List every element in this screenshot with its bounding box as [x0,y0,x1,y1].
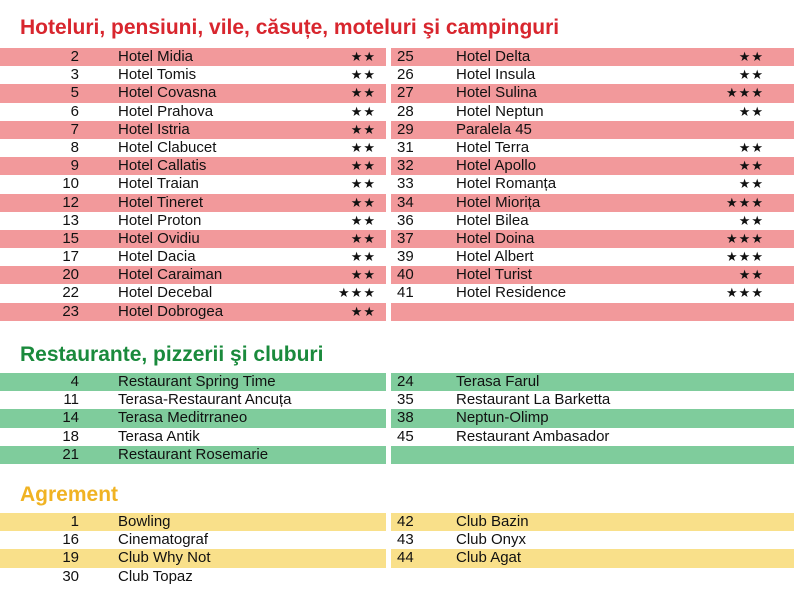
location-name: Terasa Farul [456,373,540,390]
location-number: 10 [62,175,79,193]
legend-row [0,568,386,586]
star-rating-icon: ★★★ [726,85,764,101]
location-number: 25 [397,48,414,65]
star-rating-icon: ★★ [738,267,764,283]
location-number: 19 [62,549,79,567]
legend-row [0,66,386,84]
legend-row [391,103,794,121]
location-number: 45 [397,427,414,445]
location-number: 37 [397,229,414,247]
legend-row [391,248,794,266]
location-name: Hotel Sulina [456,84,537,102]
legend-row [391,121,794,139]
location-name: Hotel Apollo [456,157,537,175]
location-name: Hotel Tomis [118,66,197,84]
location-name: Hotel Dobrogea [118,302,224,320]
location-name: Hotel Caraiman [118,266,223,284]
location-name: Neptun-Olimp [456,409,549,427]
legend-row [0,248,386,266]
legend-row [391,266,794,284]
location-name: Restaurant Rosemarie [118,445,269,463]
star-rating-icon: ★★★ [726,249,764,265]
location-number: 14 [62,409,79,427]
star-rating-icon: ★★★ [726,194,764,210]
star-rating-icon: ★★★ [338,285,376,301]
location-name: Hotel Bilea [456,211,529,229]
location-name: Hotel Midia [118,48,194,65]
location-name: Club Onyx [456,531,527,549]
star-rating-icon: ★★ [738,49,764,64]
location-name: Hotel Proton [118,211,202,229]
legend-row [0,266,386,284]
location-number: 2 [70,48,79,65]
location-number: 7 [70,120,79,138]
location-number: 28 [397,102,414,120]
location-number: 12 [62,193,79,211]
location-number: 35 [397,391,414,409]
location-number: 27 [397,84,414,102]
legend-row [0,409,386,427]
star-rating-icon: ★★ [738,176,764,192]
location-name: Restaurant La Barketta [456,391,611,409]
legend-row [391,139,794,157]
legend-row [0,48,386,66]
star-rating-icon: ★★ [738,212,764,228]
location-number: 20 [62,266,79,284]
location-number: 34 [397,193,414,211]
location-number: 6 [70,102,79,120]
location-name: Hotel Decebal [118,284,213,302]
star-rating-icon: ★★ [738,158,764,174]
legend-row [0,446,386,464]
location-number: 5 [70,84,79,102]
location-name: Hotel Terra [456,138,530,156]
legend-row [391,157,794,175]
location-number: 13 [62,211,79,229]
star-rating-icon: ★★ [350,267,376,283]
location-number: 21 [62,445,79,463]
location-number: 43 [397,531,414,549]
legend-row [0,194,386,212]
legend-row [0,549,386,567]
legend-row [391,284,794,302]
location-number: 26 [397,66,414,84]
location-name: Hotel Dacia [118,248,196,266]
location-name: Terasa-Restaurant Ancuța [118,391,292,409]
legend-row [0,303,386,321]
location-name: Hotel Tineret [118,193,204,211]
star-rating-icon: ★★ [350,67,376,83]
legend-row [391,428,794,446]
legend-row [0,157,386,175]
star-rating-icon: ★★ [350,49,376,64]
location-name: Hotel Ovidiu [118,229,200,247]
legend-row [391,84,794,102]
location-name: Restaurant Ambasador [456,427,610,445]
location-name: Hotel Callatis [118,157,207,175]
location-number: 15 [62,229,79,247]
location-number: 30 [62,567,79,585]
legend-row [391,513,794,531]
legend-row [391,194,794,212]
legend-row [0,284,386,302]
location-number: 4 [70,373,79,390]
location-name: Hotel Prahova [118,102,214,120]
location-number: 23 [62,302,79,320]
entertainment-left-column [0,513,386,586]
location-number: 36 [397,211,414,229]
legend-row [0,230,386,248]
star-rating-icon: ★★ [350,230,376,246]
star-rating-icon: ★★ [350,103,376,119]
legend-row [0,175,386,193]
legend-row [0,139,386,157]
location-name: Hotel Doina [456,229,535,247]
star-rating-icon: ★★ [350,303,376,319]
location-number: 22 [62,284,79,302]
legend-row [0,121,386,139]
location-number: 38 [397,409,414,427]
location-number: 39 [397,248,414,266]
location-name: Club Bazin [456,513,529,530]
location-name: Hotel Residence [456,284,567,302]
location-name: Terasa Meditrraneo [118,409,248,427]
legend-row [391,175,794,193]
location-name: Hotel Neptun [456,102,544,120]
location-number: 18 [62,427,79,445]
location-number: 32 [397,157,414,175]
location-number: 31 [397,138,414,156]
legend-row [0,373,386,391]
star-rating-icon: ★★★ [726,285,764,301]
location-name: Hotel Clabucet [118,138,217,156]
location-number: 24 [397,373,414,390]
location-name: Terasa Antik [118,427,200,445]
legend-row [0,428,386,446]
location-number: 29 [397,120,414,138]
legend-row [391,212,794,230]
location-name: Cinematograf [118,531,209,549]
location-name: Club Why Not [118,549,211,567]
legend-row [0,513,386,531]
location-number: 40 [397,266,414,284]
location-name: Hotel Insula [456,66,536,84]
legend-row [391,48,794,66]
legend-row [391,409,794,427]
location-number: 1 [70,513,79,530]
restaurants-left-column [0,373,386,464]
location-number: 33 [397,175,414,193]
legend-row [391,549,794,567]
legend-row [0,103,386,121]
legend-row [391,446,794,464]
legend-row [0,531,386,549]
restaurants-right-column [391,373,794,464]
location-number: 9 [70,157,79,175]
star-rating-icon: ★★ [350,249,376,265]
star-rating-icon: ★★ [738,67,764,83]
star-rating-icon: ★★ [350,212,376,228]
legend-row [391,391,794,409]
star-rating-icon: ★★ [350,158,376,174]
location-name: Restaurant Spring Time [118,373,276,390]
location-name: Club Agat [456,549,522,567]
star-rating-icon: ★★ [350,121,376,137]
legend-row [0,212,386,230]
star-rating-icon: ★★ [350,176,376,192]
location-name: Paralela 45 [456,120,532,138]
location-name: Hotel Istria [118,120,190,138]
star-rating-icon: ★★★ [726,230,764,246]
location-name: Hotel Covasna [118,84,217,102]
legend-row [391,303,794,321]
location-number: 41 [397,284,414,302]
legend-row [391,230,794,248]
star-rating-icon: ★★ [350,139,376,155]
star-rating-icon: ★★ [738,103,764,119]
hotels-left-column [0,48,386,321]
location-number: 44 [397,549,414,567]
legend-row [391,531,794,549]
legend-row [391,373,794,391]
location-name: Hotel Traian [118,175,199,193]
location-name: Hotel Romanța [456,175,557,193]
location-number: 17 [62,248,79,266]
location-number: 16 [62,531,79,549]
star-rating-icon: ★★ [350,194,376,210]
hotels-section-title: Hoteluri, pensiuni, vile, căsuțe, moteluri şi campinguri [20,16,560,39]
legend-row [391,66,794,84]
location-number: 42 [397,513,414,530]
location-name: Hotel Turist [456,266,532,284]
entertainment-right-column [391,513,794,568]
location-name: Hotel Miorița [456,193,541,211]
restaurants-section-title: Restaurante, pizzerii şi cluburi [20,343,324,366]
location-name: Bowling [118,513,171,530]
location-name: Hotel Albert [456,248,534,266]
star-rating-icon: ★★ [738,139,764,155]
entertainment-section-title: Agrement [20,483,119,506]
location-number: 11 [63,391,79,409]
location-number: 3 [70,66,79,84]
legend-row [0,84,386,102]
legend-row [0,391,386,409]
hotels-right-column [391,48,794,321]
star-rating-icon: ★★ [350,85,376,101]
location-name: Club Topaz [118,567,193,585]
location-name: Hotel Delta [456,48,531,65]
location-number: 8 [70,138,79,156]
